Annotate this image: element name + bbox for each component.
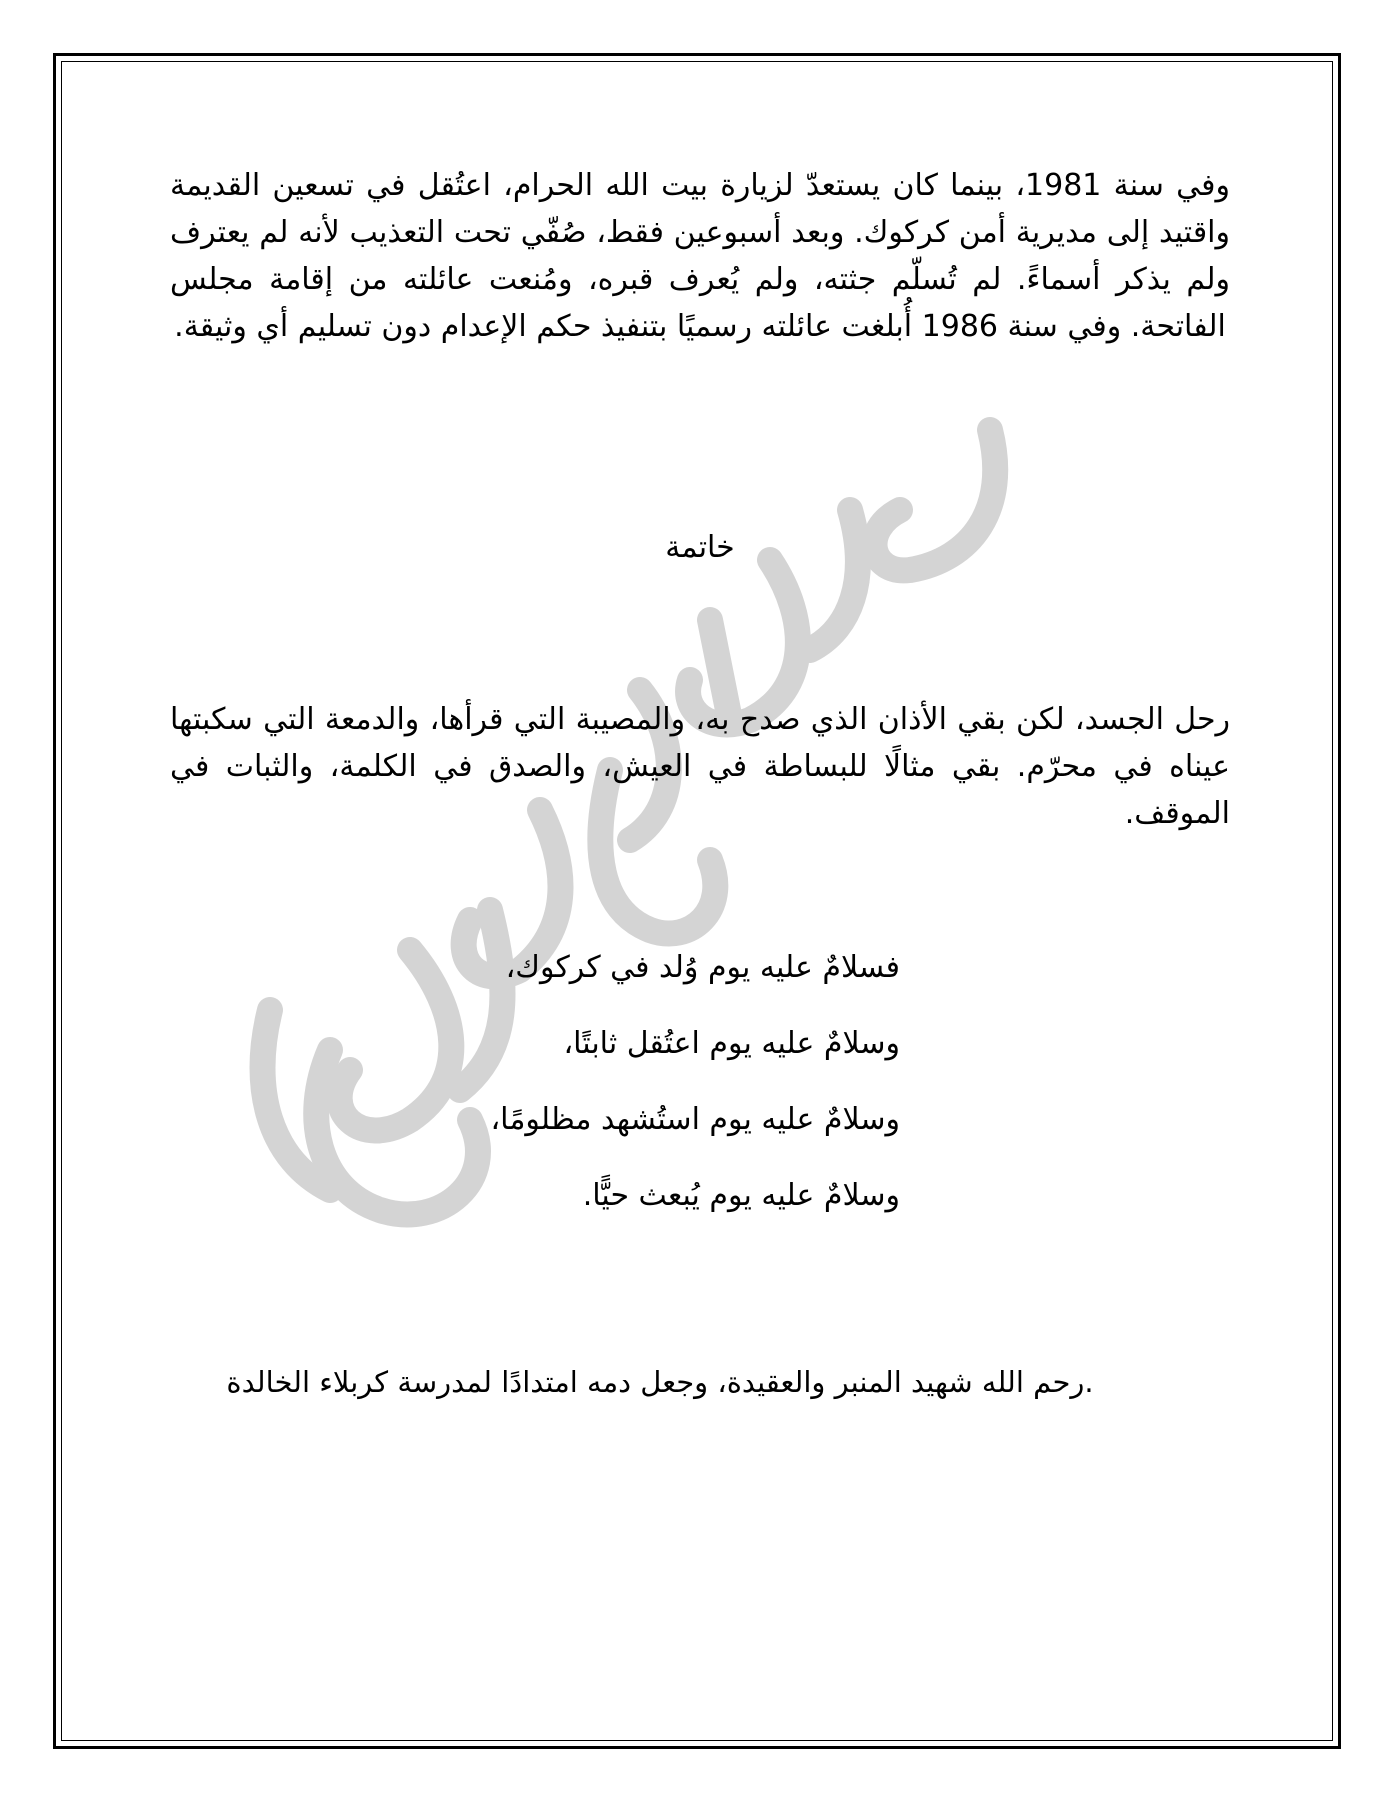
salam-line: وسلامٌ عليه يوم يُبعث حيًّا. — [582, 1178, 900, 1213]
salam-verses — [400, 948, 900, 1252]
section-heading: خاتمة — [665, 530, 735, 565]
salam-line: وسلامٌ عليه يوم اعتُقل ثابتًا، — [563, 1026, 900, 1061]
closing-prayer: .رحم الله شهيد المنبر والعقيدة، وجعل دمه امتدادًا لمدرسة كربلاء الخالدة — [226, 1365, 1094, 1399]
salam-line: وسلامٌ عليه يوم استُشهد مظلومًا، — [490, 1102, 900, 1137]
conclusion-paragraph: رحل الجسد، لكن بقي الأذان الذي صدح به، والمصيبة التي قرأها، والدمعة التي سكبتها عيناه في محرّم. بقي مثالًا للبساطة في العيش، والصدق في الكلمة، والثبات في الموقف. — [170, 702, 1230, 831]
salam-line: فسلامٌ عليه يوم وُلد في كركوك، — [505, 950, 900, 985]
intro-paragraph: وفي سنة 1981، بينما كان يستعدّ لزيارة بيت الله الحرام، اعتُقل في تسعين القديمة واقتيد إلى مديرية أمن كركوك. وبعد أسبوعين فقط، صُفّي تحت التعذيب لأنه لم يعترف ولم يذكر أسماءً. لم تُسلّم جثته، ولم يُعرف قبره، ومُنعت عائلته من إقامة مجلس الفاتحة. وفي سنة 1986 أُبلغت عائلته رسميًا بتنفيذ حكم الإعدام دون تسليم أي وثيقة. — [170, 168, 1230, 344]
